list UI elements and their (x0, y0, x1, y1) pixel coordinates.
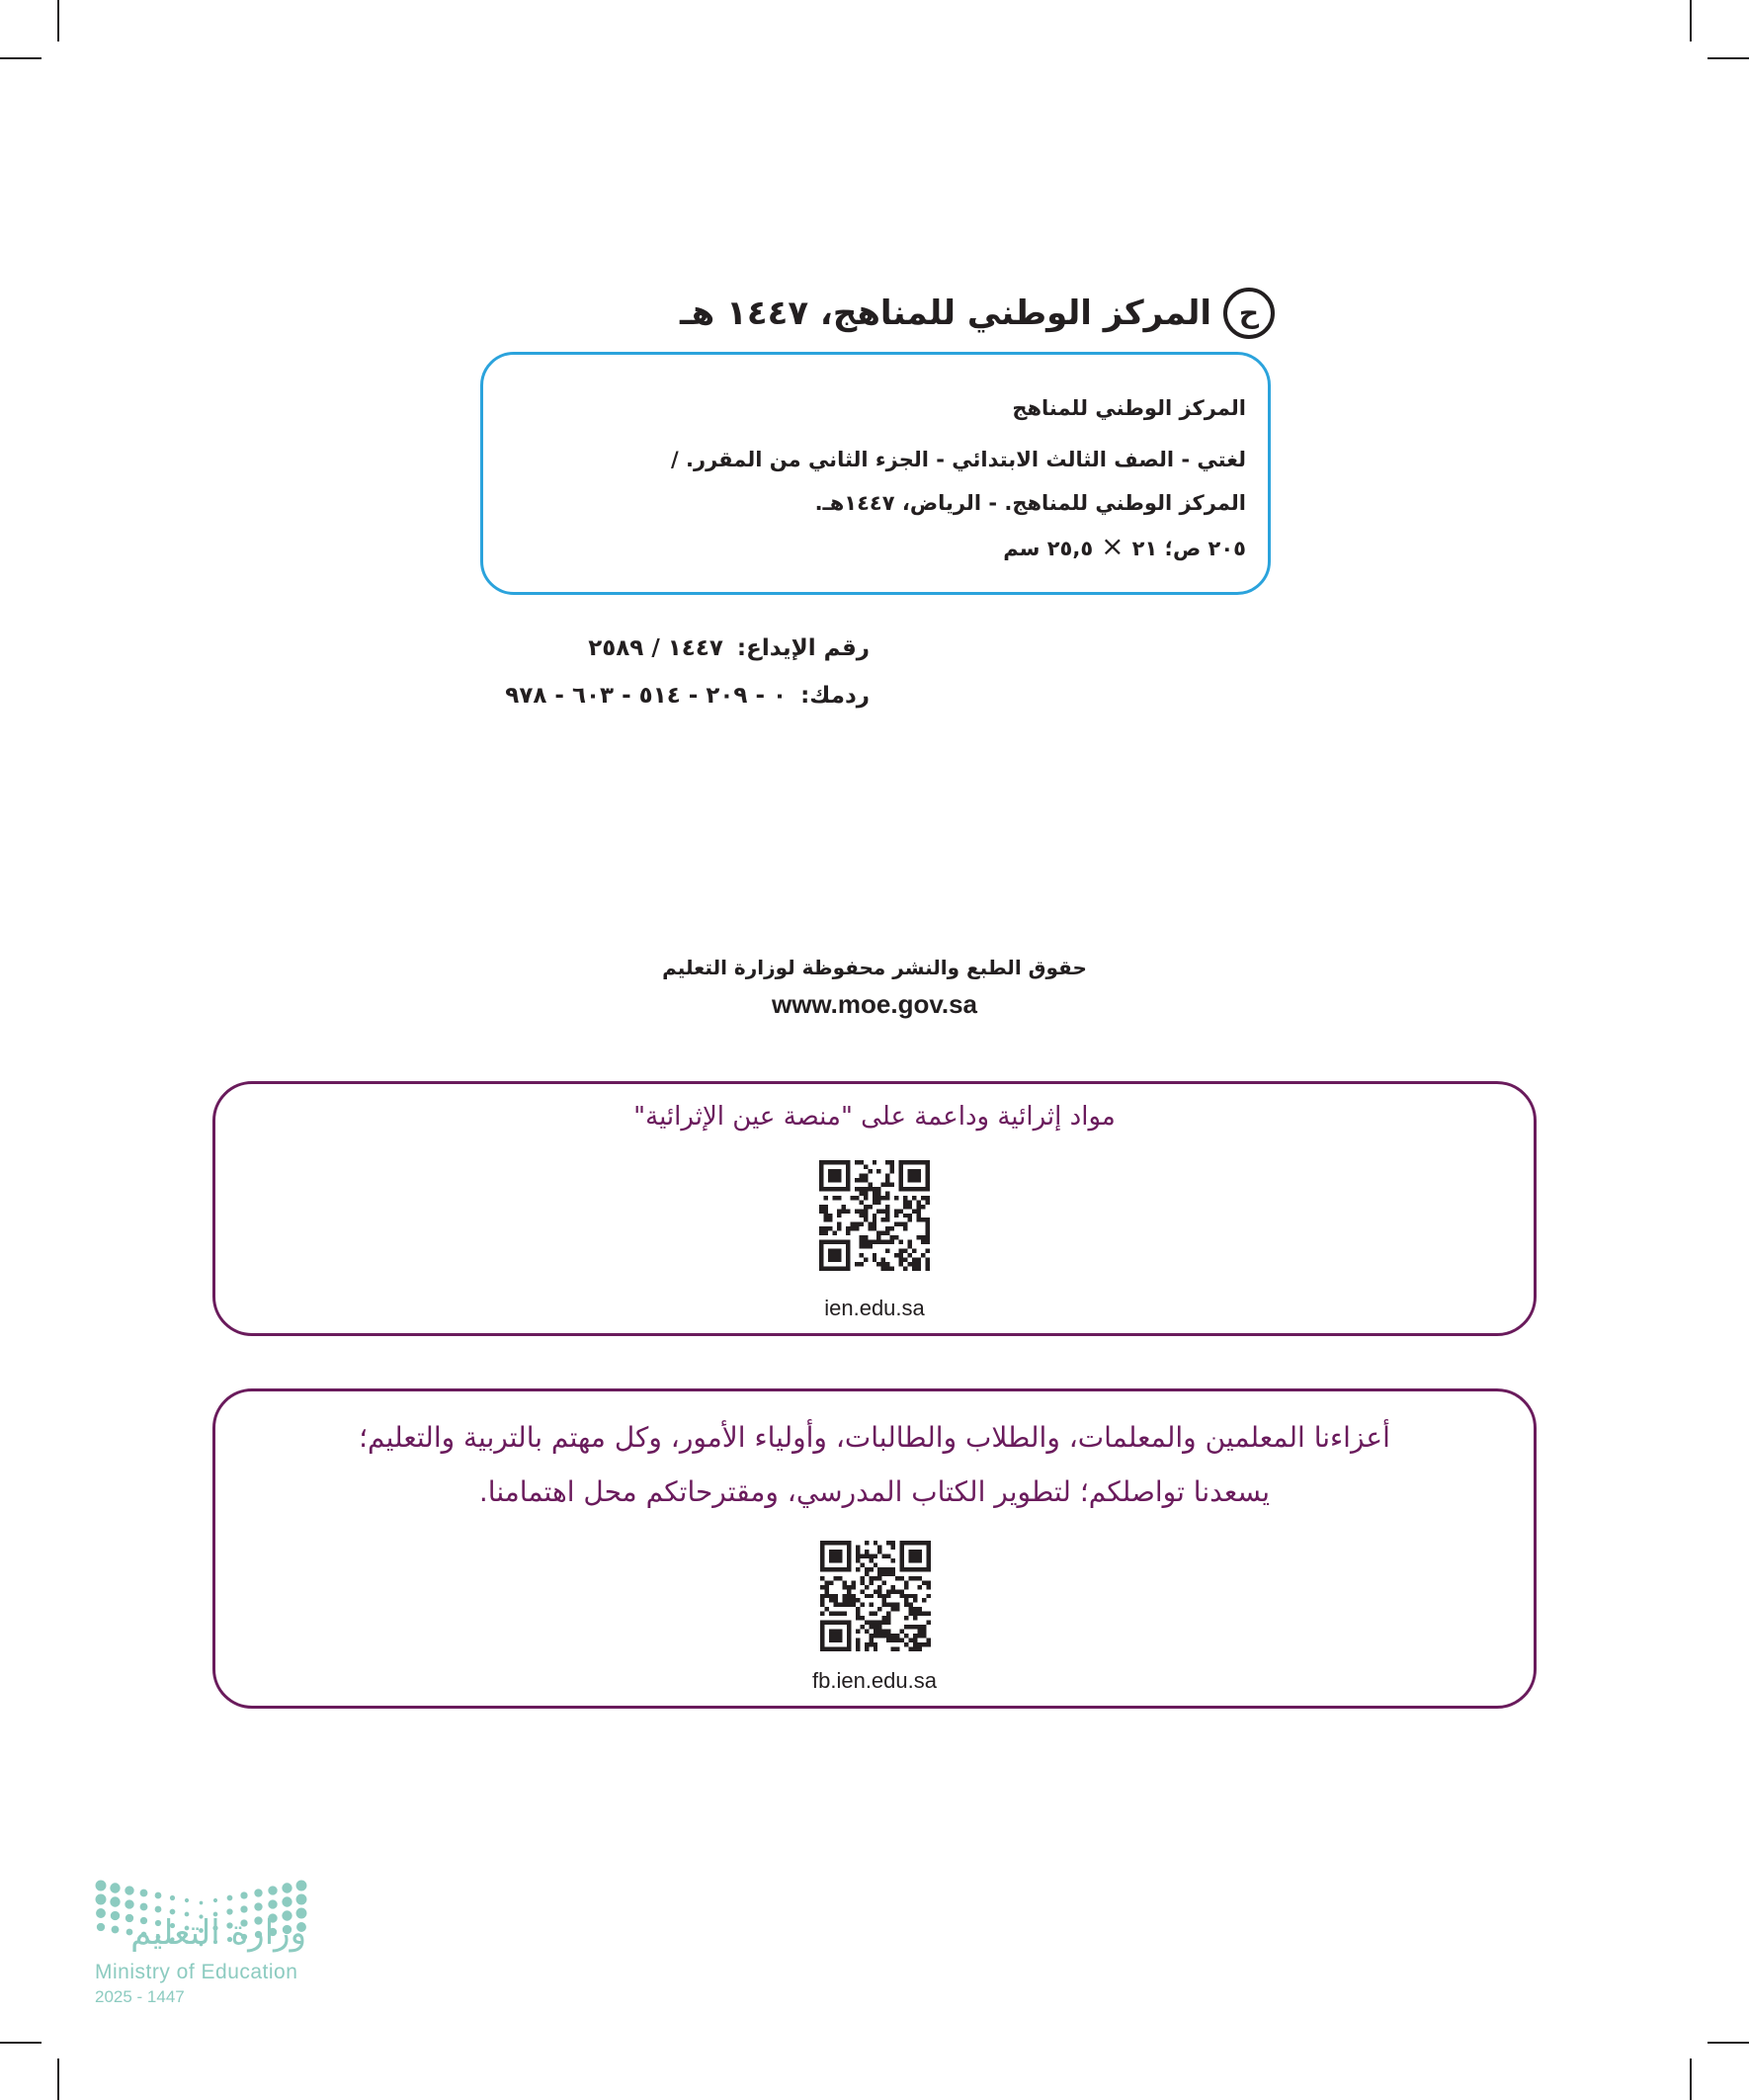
qr-code-icon[interactable] (819, 1160, 930, 1271)
ien-url-link[interactable]: ien.edu.sa (824, 1296, 925, 1320)
cataloging-box (480, 352, 1271, 595)
ien-panel-text: مواد إثرائية وداعمة على "منصة عين الإثرائية" (633, 1102, 1116, 1132)
qr-code-icon[interactable] (820, 1541, 931, 1651)
copyright-symbol: ح (1238, 296, 1260, 329)
copyright-text: المركز الوطني للمناهج، ١٤٤٧ هـ (680, 294, 1211, 333)
crop-mark (57, 2058, 59, 2100)
times-icon: × (1101, 530, 1124, 562)
crop-mark (0, 57, 42, 59)
cip-pages: ٢٠٥ ص؛ ٢١ (1131, 537, 1246, 560)
crop-mark (1690, 0, 1692, 42)
feedback-line-1: أعزاءنا المعلمين والمعلمات، والطلاب والطالبات، وأولياء الأمور، وكل مهتم بالتربية والتعليم؛ (359, 1421, 1390, 1454)
deposit-label: رقم الإيداع: (736, 635, 870, 661)
deposit-info (474, 625, 870, 719)
crop-mark (1707, 2042, 1749, 2044)
crop-mark (0, 2042, 42, 2044)
cip-author: المركز الوطني للمناهج (1012, 396, 1246, 420)
isbn-label: ردمك: (800, 683, 870, 709)
deposit-value: ١٤٤٧ / ٢٥٨٩ (588, 635, 723, 661)
isbn-number (474, 672, 870, 719)
copyright-heading (672, 285, 1275, 342)
rights-text: حقوق الطبع والنشر محفوظة لوزارة التعليم (662, 956, 1087, 979)
cip-size: ٢٥,٥ سم (1003, 537, 1094, 560)
isbn-value: ٠ - ٢٠٩ - ٥١٤ - ٦٠٣ - ٩٧٨ (505, 683, 788, 709)
copyright-mark-icon (1223, 288, 1275, 339)
cip-publisher: المركز الوطني للمناهج. - الرياض، ١٤٤٧هـ. (814, 491, 1246, 515)
rights-url-link[interactable]: www.moe.gov.sa (771, 989, 978, 1019)
cip-title: لغتي - الصف الثالث الابتدائي - الجزء الثاني من المقرر. / (671, 448, 1246, 471)
feedback-url-link[interactable]: fb.ien.edu.sa (812, 1668, 937, 1693)
crop-mark (1707, 57, 1749, 59)
cip-dimensions (505, 525, 1246, 568)
crop-mark (57, 0, 59, 42)
ministry-name-english: Ministry of Education (95, 1961, 298, 1983)
crop-mark (1690, 2058, 1692, 2100)
feedback-line-2: يسعدنا تواصلكم؛ لتطوير الكتاب المدرسي، ومقترحاتكم محل اهتمامنا. (478, 1475, 1271, 1508)
rights-notice (553, 951, 1196, 1024)
ministry-name-arabic: وزارة التعليم (130, 1913, 306, 1953)
feedback-panel (212, 1388, 1537, 1709)
deposit-number (474, 625, 870, 672)
ministry-year: 2025 - 1447 (95, 1987, 185, 2006)
ien-platform-panel (212, 1081, 1537, 1336)
